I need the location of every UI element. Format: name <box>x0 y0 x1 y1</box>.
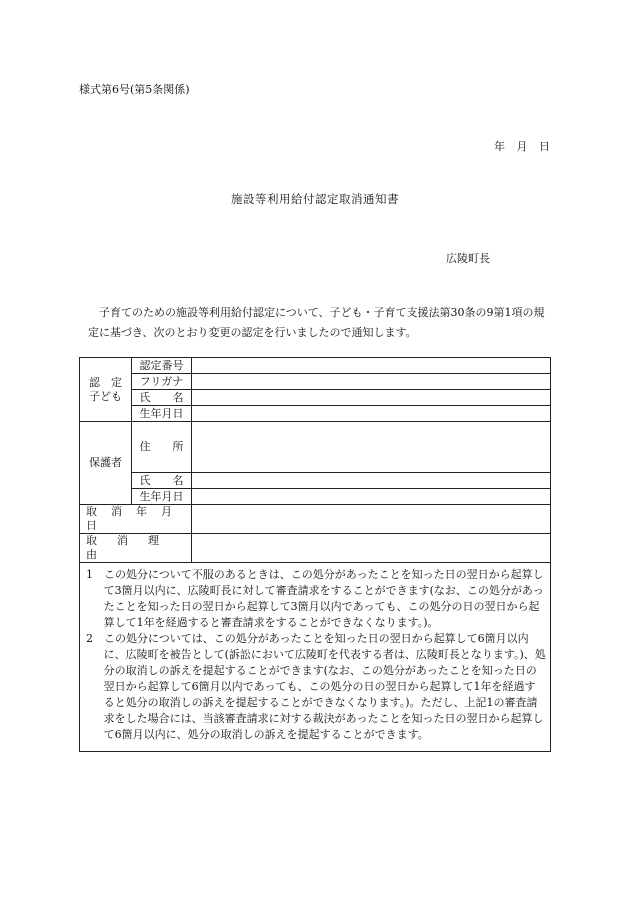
cert-number-label: 認定番号 <box>132 358 192 374</box>
guardian-group-label: 保護者 <box>80 422 132 505</box>
cancel-reason-label: 取消理由 <box>80 534 192 563</box>
furigana-value[interactable] <box>192 374 551 390</box>
cert-number-value[interactable] <box>192 358 551 374</box>
child-name-label: 氏 名 <box>132 390 192 406</box>
address-value[interactable] <box>192 422 551 473</box>
note-1: 1 この処分について不服のあるときは、この処分があったことを知った日の翌日から起算して3箇月以内に、広陵町長に対して審査請求をすることができます(なお、この処分があったことを知った日の翌日から起算して3箇月以内であっても、この処分の日の翌日から起算して1年を経過すると審査請求をすることができなくなります。)。 <box>86 568 544 629</box>
body-paragraph: 子育てのための施設等利用給付認定について、子ども・子育て支援法第30条の9第1項の規定に基づき、次のとおり変更の認定を行いましたので通知します。 <box>88 306 545 339</box>
guardian-name-value[interactable] <box>192 473 551 489</box>
child-group-label <box>80 358 132 422</box>
child-group-line2: 子ども <box>89 389 122 403</box>
guardian-name-label: 氏 名 <box>132 473 192 489</box>
notes-cell <box>80 563 551 752</box>
child-birthdate-label: 生年月日 <box>132 406 192 422</box>
child-birthdate-value[interactable] <box>192 406 551 422</box>
note-2: 2 この処分については、この処分があったことを知った日の翌日から起算して6箇月以内に、広陵町を被告として(訴訟において広陵町を代表する者は、広陵町長となります。)、処分の取消しの訴えを提起することができます(なお、この処分があったことを知った日の翌日から起算して6箇月以内であっても、この処分の日の翌日から起算して1年を経過すると処分の取消しの訴えを提起することができなくなります。)。ただし、上記1の審査請求をした場合には、当該審査請求に対する裁決があったことを知った日の翌日から起算して6箇月以内に、処分の取消しの訴えを提起することができます。 <box>86 632 546 741</box>
child-name-value[interactable] <box>192 390 551 406</box>
guardian-birthdate-value[interactable] <box>192 489 551 505</box>
document-title: 施設等利用給付認定取消通知書 <box>231 192 399 206</box>
guardian-birthdate-label: 生年月日 <box>132 489 192 505</box>
child-group-line1: 認 定 <box>89 375 122 389</box>
date-month: 月 <box>516 140 528 153</box>
issuer: 広陵町長 <box>446 252 490 265</box>
date-year: 年 <box>494 140 505 153</box>
cancel-date-value[interactable] <box>192 505 551 534</box>
furigana-label: フリガナ <box>132 374 192 390</box>
cancel-date-label: 取消年月日 <box>80 505 192 534</box>
address-label: 住 所 <box>132 422 192 473</box>
form-number: 様式第6号(第5条関係) <box>79 83 190 96</box>
date-day: 日 <box>539 140 550 153</box>
notice-table <box>79 357 551 752</box>
cancel-reason-value[interactable] <box>192 534 551 563</box>
body-text <box>88 303 553 343</box>
date-line <box>490 138 554 154</box>
